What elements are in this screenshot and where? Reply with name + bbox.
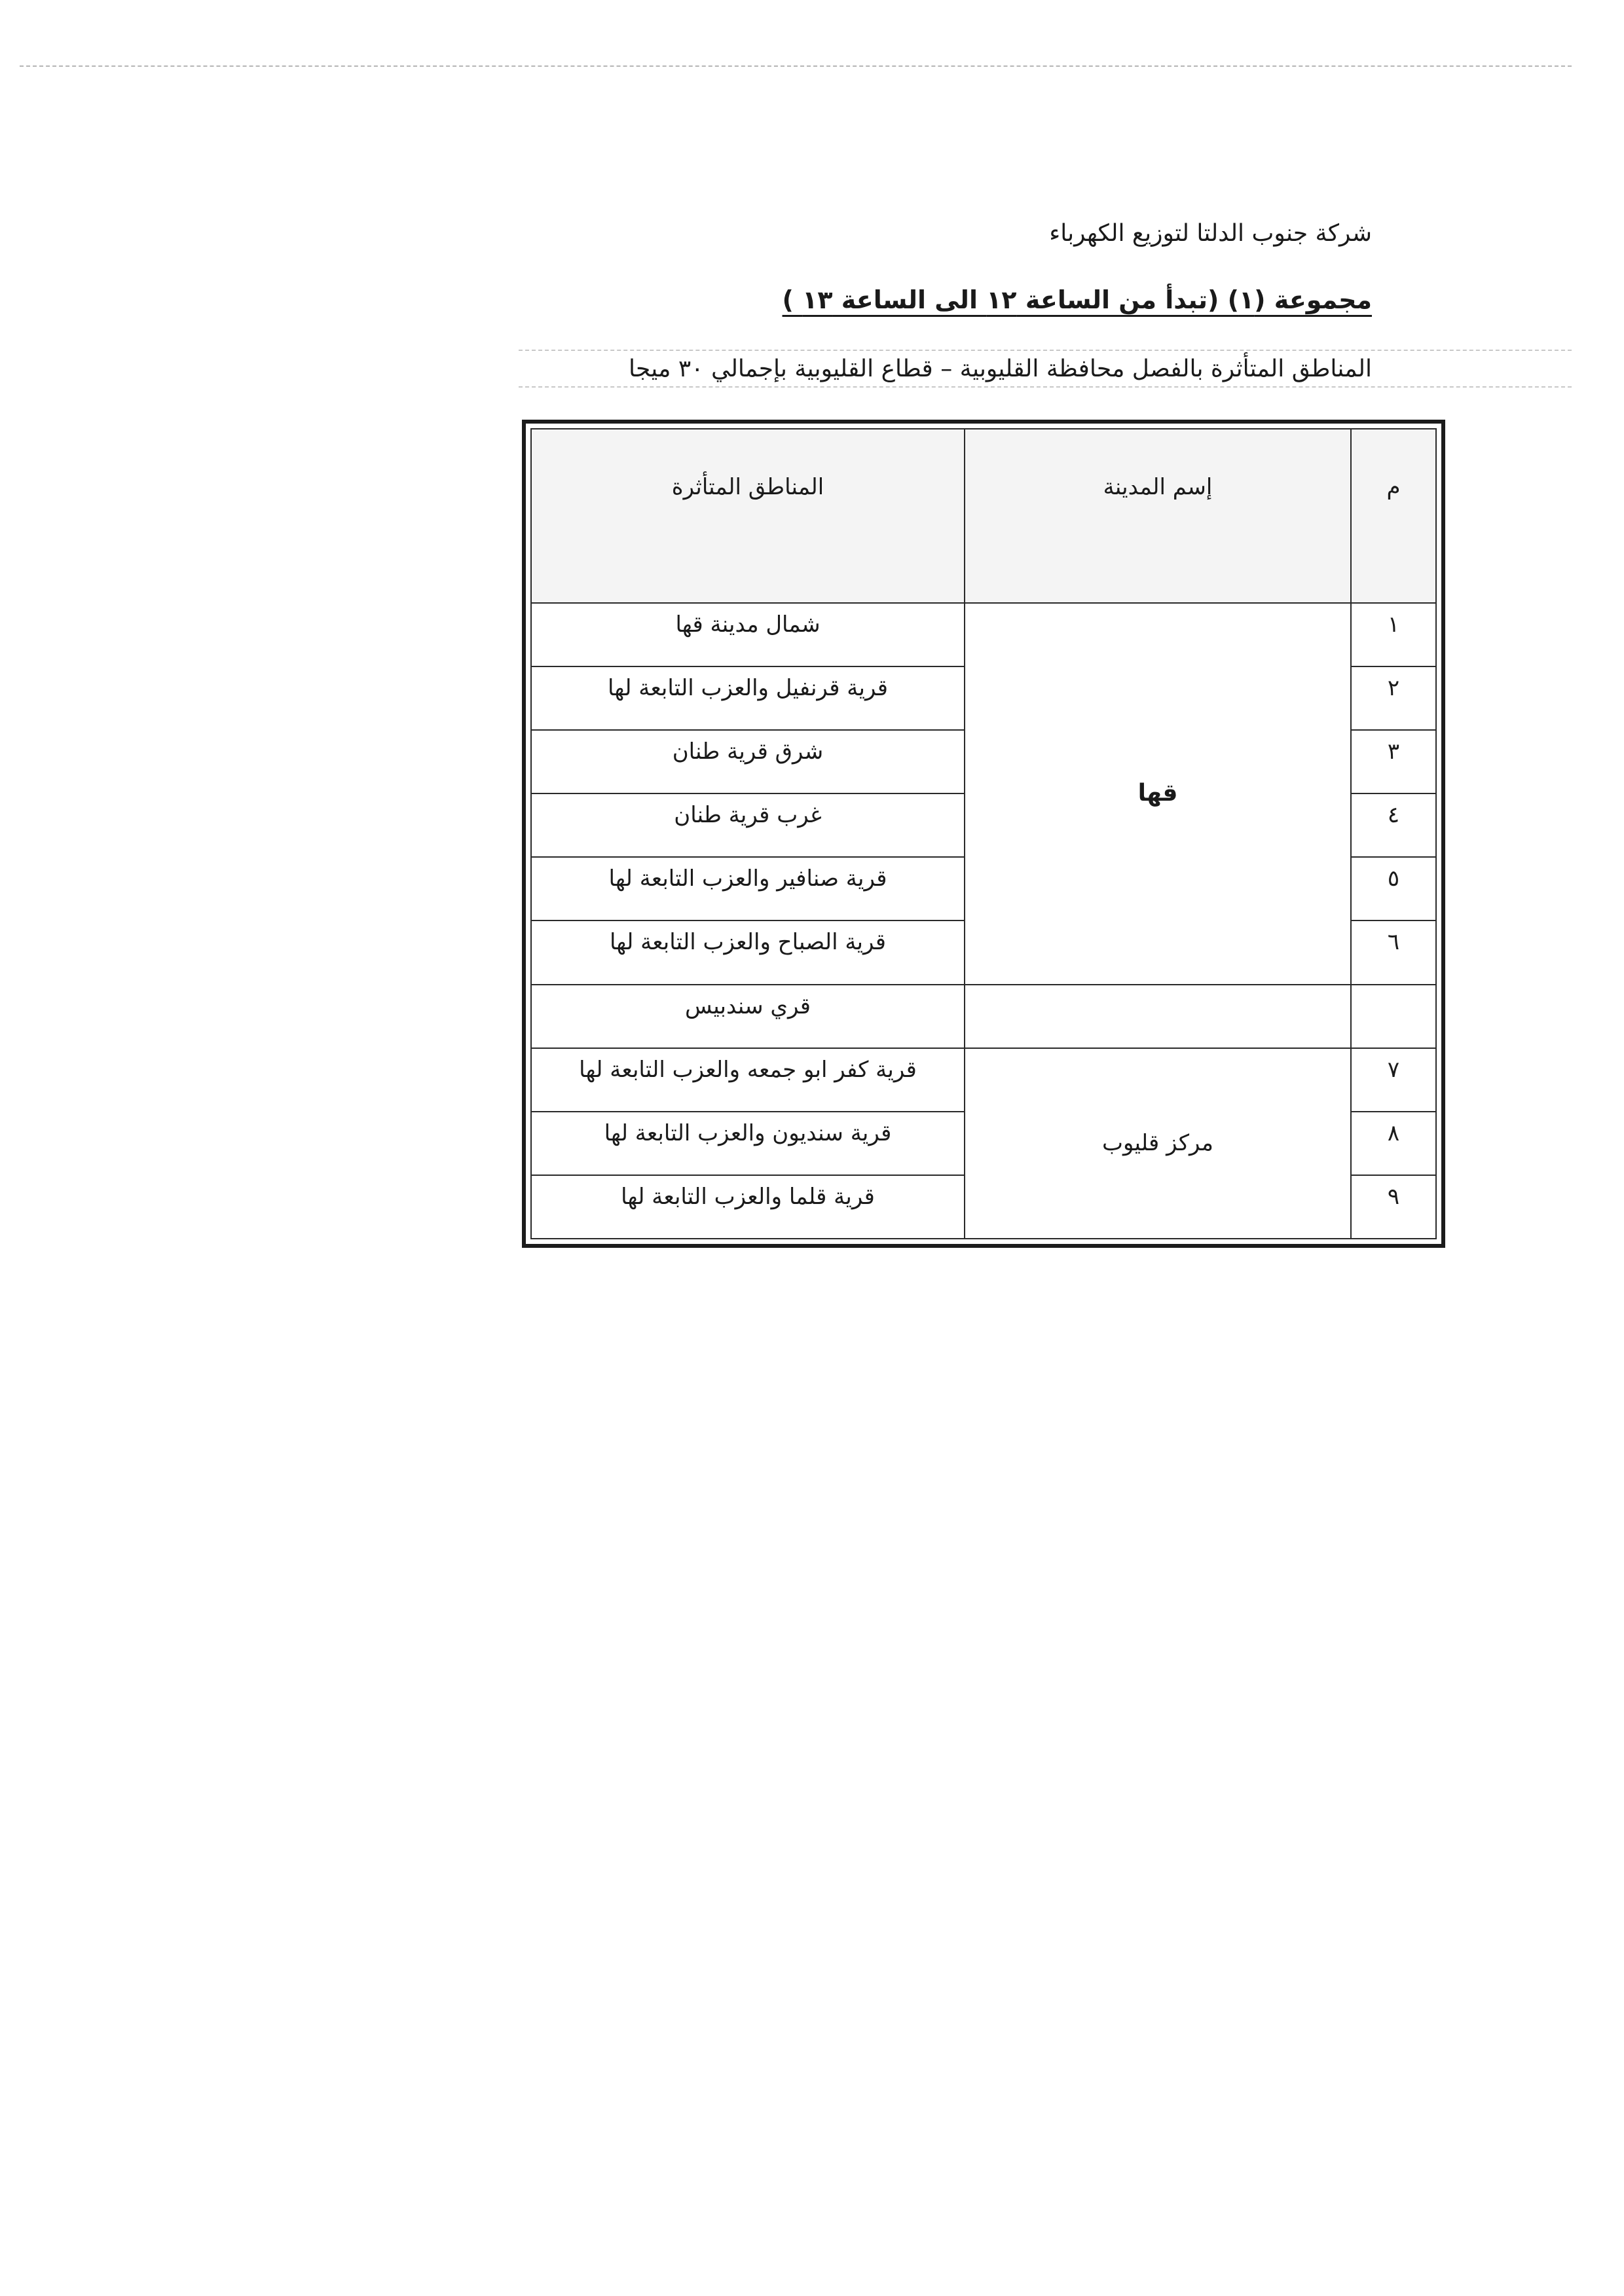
row-number: ٢ [1351, 666, 1436, 730]
company-name: شركة جنوب الدلتا لتوزيع الكهرباء [1049, 220, 1372, 247]
header-areas: المناطق المتأثرة [531, 429, 965, 603]
city-cell-qaha: قها [965, 603, 1351, 985]
row-number: ٥ [1351, 857, 1436, 920]
table-row [531, 1048, 1436, 1112]
areas-table-frame [522, 420, 1445, 1248]
row-number [1351, 985, 1436, 1048]
row-number: ٩ [1351, 1175, 1436, 1239]
area-cell: قرية قرنفيل والعزب التابعة لها [531, 666, 965, 730]
group-title: مجموعة (١) (تبدأ من الساعة ١٢ الى الساعة ١٣ ) [782, 285, 1372, 314]
area-cell: غرب قرية طنان [531, 793, 965, 857]
area-cell: شمال مدينة قها [531, 603, 965, 666]
area-cell: قرية صنافير والعزب التابعة لها [531, 857, 965, 920]
area-cell: قرية الصباح والعزب التابعة لها [531, 920, 965, 984]
row-number: ٤ [1351, 793, 1436, 857]
city-cell-empty [965, 985, 1351, 1048]
area-cell: قرية كفر ابو جمعه والعزب التابعة لها [531, 1048, 965, 1112]
row-number: ٦ [1351, 920, 1436, 984]
areas-table [530, 428, 1437, 1239]
header-num: م [1351, 429, 1436, 603]
scan-artifact-line [20, 65, 1572, 67]
header-city: إسم المدينة [965, 429, 1351, 603]
row-number: ٣ [1351, 730, 1436, 793]
row-number: ٧ [1351, 1048, 1436, 1112]
area-cell: قرية قلما والعزب التابعة لها [531, 1175, 965, 1239]
table-row [531, 985, 1436, 1048]
affected-areas-subtitle: المناطق المتأثرة بالفصل محافظة القليوبية – قطاع القليوبية بإجمالي ٣٠ ميجا [629, 355, 1372, 382]
area-cell: قرية سنديون والعزب التابعة لها [531, 1112, 965, 1175]
area-cell: قري سندبيس [531, 985, 965, 1048]
area-cell: شرق قرية طنان [531, 730, 965, 793]
scan-artifact-line-upper [519, 350, 1572, 351]
scan-artifact-line-lower [519, 386, 1572, 388]
row-number: ١ [1351, 603, 1436, 666]
row-number: ٨ [1351, 1112, 1436, 1175]
table-header-row [531, 429, 1436, 603]
table-row [531, 603, 1436, 666]
city-cell-qalyoub: مركز قليوب [965, 1048, 1351, 1239]
